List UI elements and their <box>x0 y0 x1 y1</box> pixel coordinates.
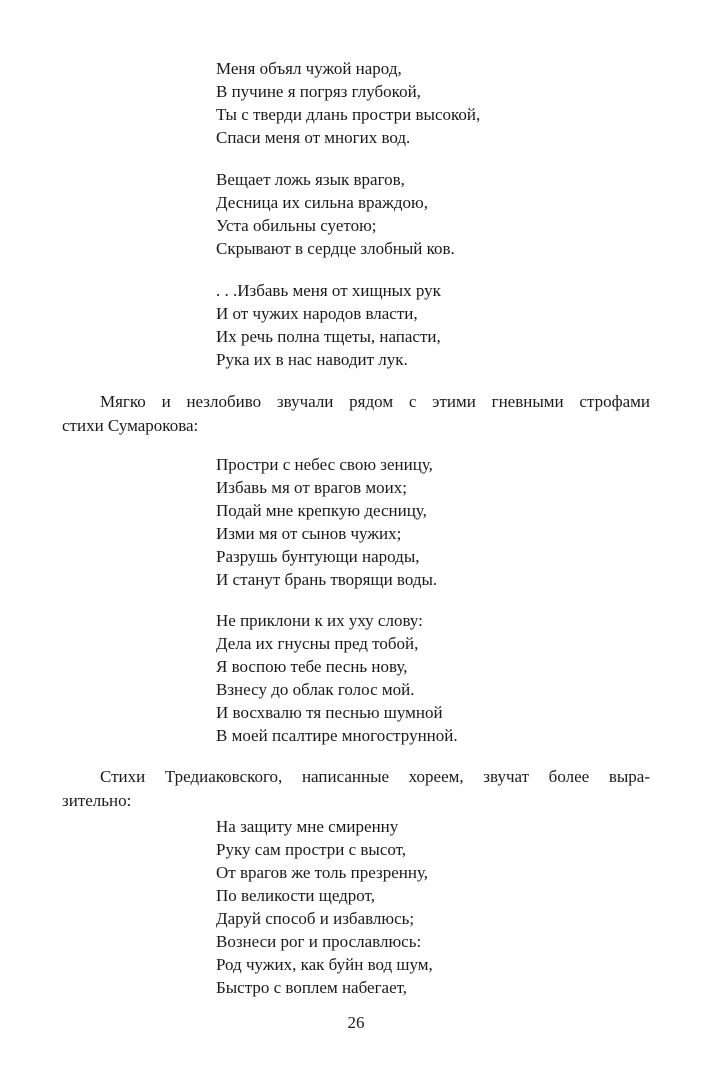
verse-line: Спаси меня от многих вод. <box>216 128 411 147</box>
paragraph-line: зительно: <box>62 791 132 810</box>
verse-line: Вещает ложь язык врагов, <box>216 170 405 189</box>
verse-line: Рука их в нас наводит лук. <box>216 350 408 369</box>
poem-stanza-5 <box>216 609 458 747</box>
page-number: 26 <box>347 1013 365 1032</box>
verse-line: Дела их гнусны пред тобой, <box>216 634 419 653</box>
paragraph-line: стихи Сумарокова: <box>62 416 199 435</box>
verse-line: Разрушь бунтующи народы, <box>216 547 420 566</box>
verse-line: Род чужих, как буйн вод шум, <box>216 955 433 974</box>
verse-line: Простри с небес свою зеницу, <box>216 455 433 474</box>
verse-line: В моей псалтире многострунной. <box>216 726 458 745</box>
verse-line: Не приклони к их уху слову: <box>216 611 423 630</box>
verse-line: Уста обильны суетою; <box>216 216 377 235</box>
verse-line: Вознеси рог и прославлюсь: <box>216 932 422 951</box>
verse-line: Их речь полна тщеты, напасти, <box>216 327 441 346</box>
poem-stanza-6 <box>216 815 433 999</box>
verse-line: Меня объял чужой народ, <box>216 59 402 78</box>
verse-line: И восхвалю тя песнью шумной <box>216 703 443 722</box>
verse-line: В пучине я погряз глубокой, <box>216 82 421 101</box>
poem-stanza-4 <box>216 453 437 591</box>
verse-line: По великости щедрот, <box>216 886 375 905</box>
verse-line: Я воспою тебе песнь нову, <box>216 657 408 676</box>
verse-line: Быстро с воплем набегает, <box>216 978 408 997</box>
verse-line: Ты с тверди длань простри высокой, <box>216 105 481 124</box>
verse-line: . . .Избавь меня от хищных рук <box>216 281 441 300</box>
verse-line: От врагов же толь презренну, <box>216 863 428 882</box>
verse-line: И от чужих народов власти, <box>216 304 418 323</box>
verse-line: Руку сам простри с высот, <box>216 840 407 859</box>
verse-line: Избавь мя от врагов моих; <box>216 478 407 497</box>
prose-paragraph-2 <box>62 765 650 813</box>
verse-line: Подай мне крепкую десницу, <box>216 501 427 520</box>
paragraph-line: Стихи Тредиаковского, написанные хореем, звучат более выра- <box>100 767 650 786</box>
verse-line: И станут брань творящи воды. <box>216 570 438 589</box>
verse-line: Скрывают в сердце злобный ков. <box>216 239 455 258</box>
poem-stanza-3 <box>216 279 441 371</box>
verse-line: Десница их сильна враждою, <box>216 193 428 212</box>
verse-line: Даруй способ и избавлюсь; <box>216 909 415 928</box>
poem-stanza-2 <box>216 168 455 260</box>
poem-stanza-1 <box>216 57 480 149</box>
prose-paragraph-1 <box>62 390 650 438</box>
paragraph-line: Мягко и незлобиво звучали рядом с этими гневными строфами <box>100 392 650 411</box>
verse-line: Изми мя от сынов чужих; <box>216 524 402 543</box>
verse-line: На защиту мне смиренну <box>216 817 399 836</box>
verse-line: Взнесу до облак голос мой. <box>216 680 415 699</box>
